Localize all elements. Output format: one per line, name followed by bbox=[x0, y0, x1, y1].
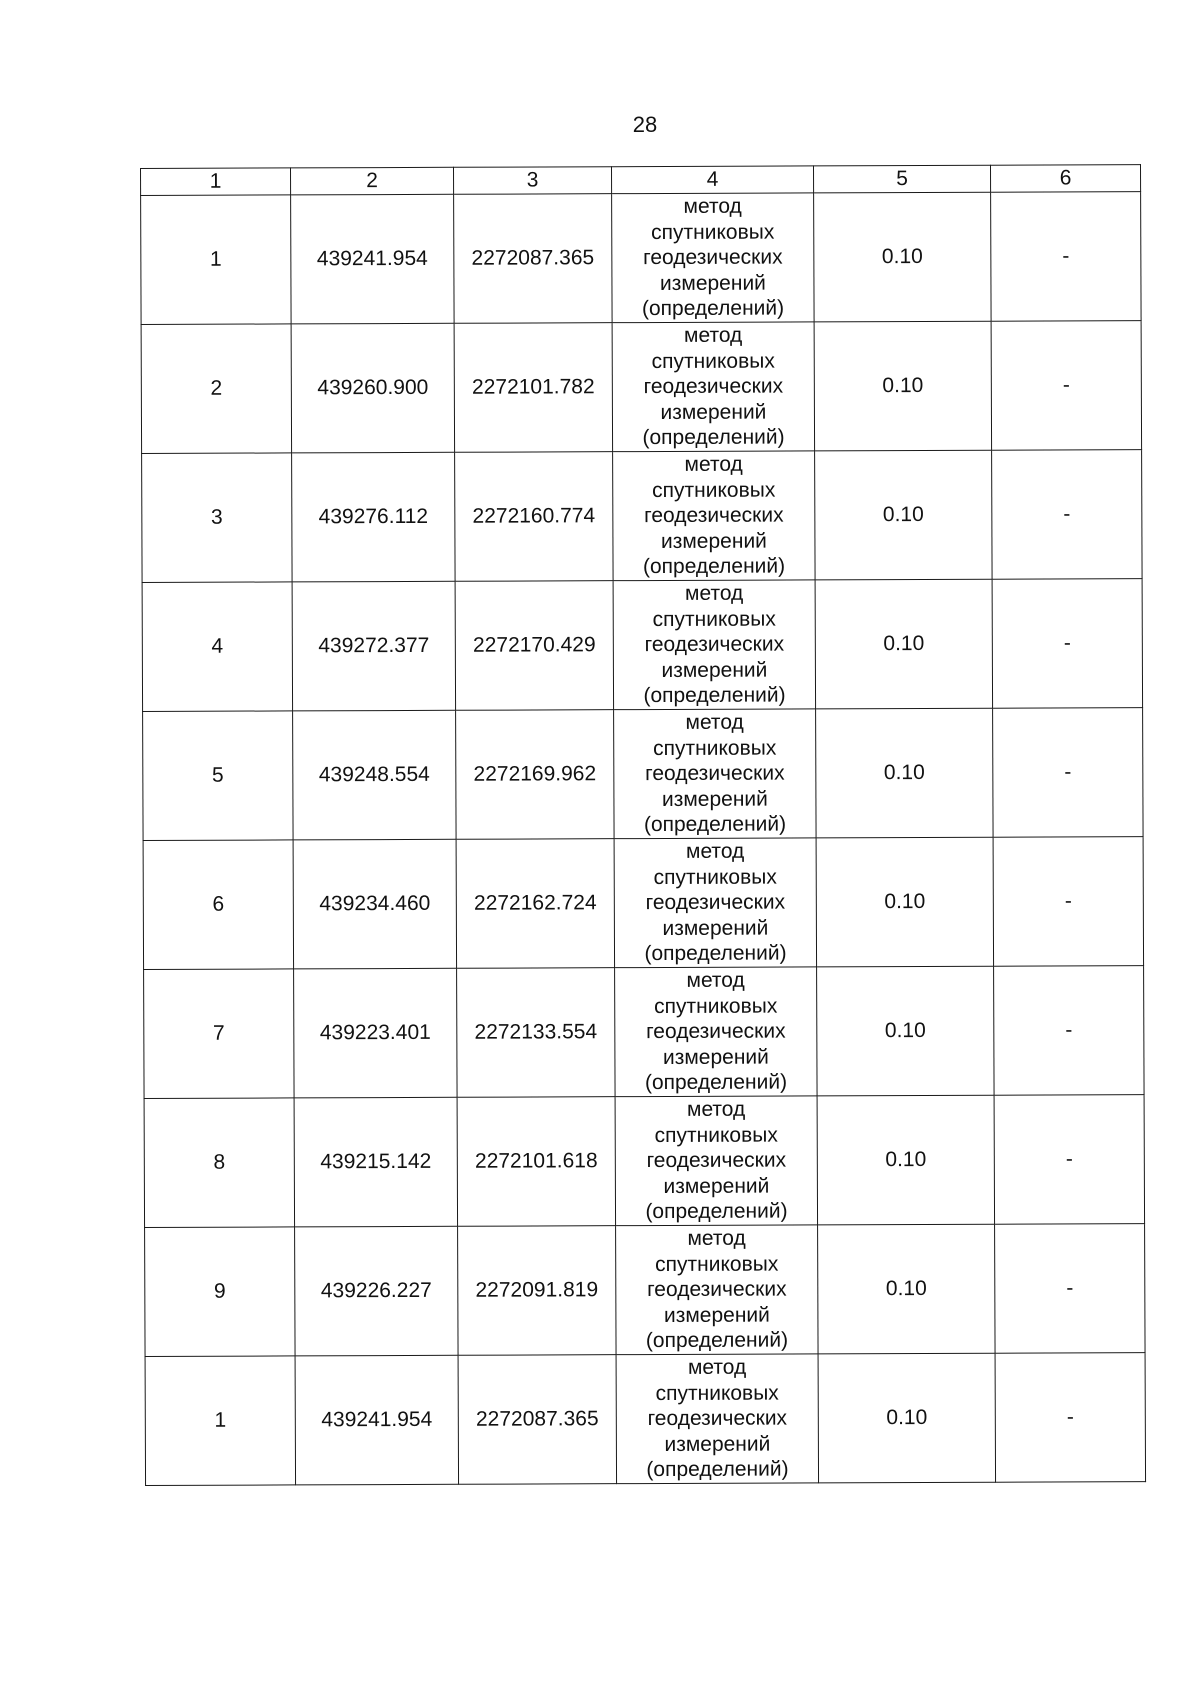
method-cell bbox=[613, 580, 815, 710]
method-line: (определений) bbox=[645, 1199, 788, 1224]
column-header: 1 bbox=[141, 168, 291, 196]
table-row bbox=[144, 966, 1144, 1099]
method-line: (определений) bbox=[641, 296, 785, 321]
method-line: спутниковых bbox=[655, 1381, 779, 1405]
table-row bbox=[141, 192, 1141, 325]
method-cell bbox=[616, 1225, 818, 1355]
accuracy-cell: 0.10 bbox=[818, 1224, 995, 1354]
y-coordinate-cell: 2272101.782 bbox=[454, 323, 612, 453]
method-line: (определений) bbox=[644, 941, 787, 966]
accuracy-cell: 0.10 bbox=[814, 321, 991, 451]
method-line: измерений bbox=[663, 1174, 770, 1198]
x-coordinate-cell: 439248.554 bbox=[293, 710, 456, 840]
note-cell: - bbox=[995, 1224, 1145, 1354]
point-number-cell: 8 bbox=[144, 1098, 294, 1228]
method-cell bbox=[613, 451, 815, 581]
method-line: спутниковых bbox=[652, 478, 776, 502]
method-line: спутниковых bbox=[654, 994, 778, 1018]
note-cell: - bbox=[992, 450, 1142, 580]
y-coordinate-cell: 2272101.618 bbox=[457, 1097, 615, 1227]
method-line: измерений bbox=[664, 1432, 771, 1456]
y-coordinate-cell: 2272091.819 bbox=[458, 1226, 616, 1356]
method-line: метод bbox=[687, 1355, 747, 1380]
method-line: метод bbox=[686, 1097, 746, 1122]
method-line: измерений bbox=[663, 1303, 770, 1327]
accuracy-cell: 0.10 bbox=[816, 837, 993, 967]
y-coordinate-cell: 2272087.365 bbox=[458, 1355, 616, 1485]
method-line: (определений) bbox=[644, 1070, 788, 1095]
method-cell bbox=[616, 1354, 818, 1484]
method-line: измерений bbox=[662, 1045, 769, 1069]
method-line: метод bbox=[683, 323, 743, 348]
point-number-cell: 4 bbox=[142, 582, 292, 712]
note-cell: - bbox=[991, 321, 1141, 451]
method-line: метод bbox=[685, 710, 744, 735]
method-line: спутниковых bbox=[652, 607, 776, 631]
x-coordinate-cell: 439241.954 bbox=[295, 1355, 458, 1485]
note-cell: - bbox=[993, 837, 1143, 967]
method-line: спутниковых bbox=[651, 220, 775, 244]
method-line: (определений) bbox=[642, 425, 785, 450]
note-cell: - bbox=[993, 708, 1143, 838]
accuracy-cell: 0.10 bbox=[815, 579, 992, 709]
table-row bbox=[142, 450, 1142, 583]
method-line: геодезических bbox=[644, 503, 784, 528]
x-coordinate-cell: 439272.377 bbox=[292, 581, 455, 711]
method-line: спутниковых bbox=[654, 1123, 778, 1147]
method-line: метод bbox=[684, 581, 744, 606]
note-cell: - bbox=[994, 1095, 1144, 1225]
table-row bbox=[145, 1224, 1145, 1357]
method-line: метод bbox=[683, 194, 742, 219]
method-line: геодезических bbox=[643, 245, 783, 270]
method-cell bbox=[614, 838, 816, 968]
note-cell: - bbox=[994, 966, 1144, 1096]
method-line: геодезических bbox=[645, 761, 785, 786]
column-header: 3 bbox=[453, 167, 611, 195]
table-row bbox=[142, 579, 1142, 712]
point-number-cell: 3 bbox=[142, 453, 292, 583]
x-coordinate-cell: 439241.954 bbox=[291, 194, 454, 324]
table-row bbox=[144, 1095, 1144, 1228]
x-coordinate-cell: 439226.227 bbox=[295, 1226, 458, 1356]
column-header: 2 bbox=[291, 167, 454, 195]
method-cell bbox=[615, 1096, 817, 1226]
y-coordinate-cell: 2272162.724 bbox=[456, 839, 614, 969]
point-number-cell: 6 bbox=[143, 840, 293, 970]
point-number-cell: 5 bbox=[143, 711, 293, 841]
coordinates-table bbox=[140, 164, 1146, 1486]
accuracy-cell: 0.10 bbox=[818, 1353, 995, 1483]
table-row bbox=[143, 708, 1143, 841]
x-coordinate-cell: 439260.900 bbox=[291, 323, 454, 453]
method-line: метод bbox=[684, 452, 743, 477]
y-coordinate-cell: 2272160.774 bbox=[455, 452, 613, 582]
x-coordinate-cell: 439215.142 bbox=[294, 1097, 457, 1227]
method-line: спутниковых bbox=[653, 736, 777, 760]
method-line: геодезических bbox=[644, 632, 785, 657]
column-header: 5 bbox=[813, 165, 990, 193]
x-coordinate-cell: 439234.460 bbox=[293, 839, 456, 969]
point-number-cell: 9 bbox=[145, 1227, 295, 1357]
method-cell bbox=[612, 322, 814, 452]
method-line: измерений bbox=[662, 916, 769, 940]
method-line: геодезических bbox=[647, 1406, 788, 1431]
table-header-row bbox=[141, 165, 1141, 196]
y-coordinate-cell: 2272087.365 bbox=[454, 194, 612, 324]
column-header: 4 bbox=[611, 166, 813, 194]
method-cell bbox=[614, 709, 816, 839]
note-cell: - bbox=[995, 1353, 1145, 1483]
point-number-cell: 7 bbox=[144, 969, 294, 1099]
method-line: метод bbox=[686, 968, 745, 993]
x-coordinate-cell: 439223.401 bbox=[294, 968, 457, 1098]
method-line: метод bbox=[685, 839, 745, 864]
method-line: (определений) bbox=[642, 554, 786, 579]
method-line: геодезических bbox=[645, 890, 786, 915]
method-line: метод bbox=[687, 1226, 746, 1251]
x-coordinate-cell: 439276.112 bbox=[292, 452, 455, 582]
method-line: измерений bbox=[661, 787, 768, 811]
method-line: измерений bbox=[661, 658, 768, 682]
note-cell: - bbox=[992, 579, 1142, 709]
table-row bbox=[145, 1353, 1145, 1486]
method-line: измерений bbox=[659, 271, 766, 295]
y-coordinate-cell: 2272133.554 bbox=[457, 968, 615, 1098]
table-row bbox=[141, 321, 1141, 454]
accuracy-cell: 0.10 bbox=[815, 450, 992, 580]
method-line: (определений) bbox=[645, 1328, 789, 1353]
accuracy-cell: 0.10 bbox=[814, 192, 991, 322]
table-row bbox=[143, 837, 1143, 970]
method-line: (определений) bbox=[643, 812, 787, 837]
method-line: геодезических bbox=[643, 374, 784, 399]
method-line: измерений bbox=[660, 529, 767, 553]
y-coordinate-cell: 2272169.962 bbox=[456, 710, 614, 840]
method-line: измерений bbox=[660, 400, 767, 424]
accuracy-cell: 0.10 bbox=[817, 966, 994, 1096]
method-cell bbox=[615, 967, 817, 1097]
accuracy-cell: 0.10 bbox=[816, 708, 993, 838]
page-number: 28 bbox=[632, 112, 658, 137]
method-line: геодезических bbox=[646, 1148, 787, 1173]
method-line: спутниковых bbox=[651, 349, 775, 373]
column-header: 6 bbox=[990, 165, 1140, 193]
y-coordinate-cell: 2272170.429 bbox=[455, 581, 613, 711]
method-line: (определений) bbox=[646, 1457, 789, 1482]
method-cell bbox=[612, 193, 814, 323]
method-line: геодезических bbox=[646, 1019, 786, 1044]
method-line: (определений) bbox=[643, 683, 786, 708]
accuracy-cell: 0.10 bbox=[817, 1095, 994, 1225]
method-line: спутниковых bbox=[653, 865, 777, 889]
point-number-cell: 1 bbox=[141, 195, 291, 325]
point-number-cell: 1 bbox=[145, 1356, 295, 1486]
note-cell: - bbox=[991, 192, 1141, 322]
point-number-cell: 2 bbox=[141, 324, 291, 454]
method-line: спутниковых bbox=[655, 1252, 779, 1276]
method-line: геодезических bbox=[647, 1277, 787, 1302]
